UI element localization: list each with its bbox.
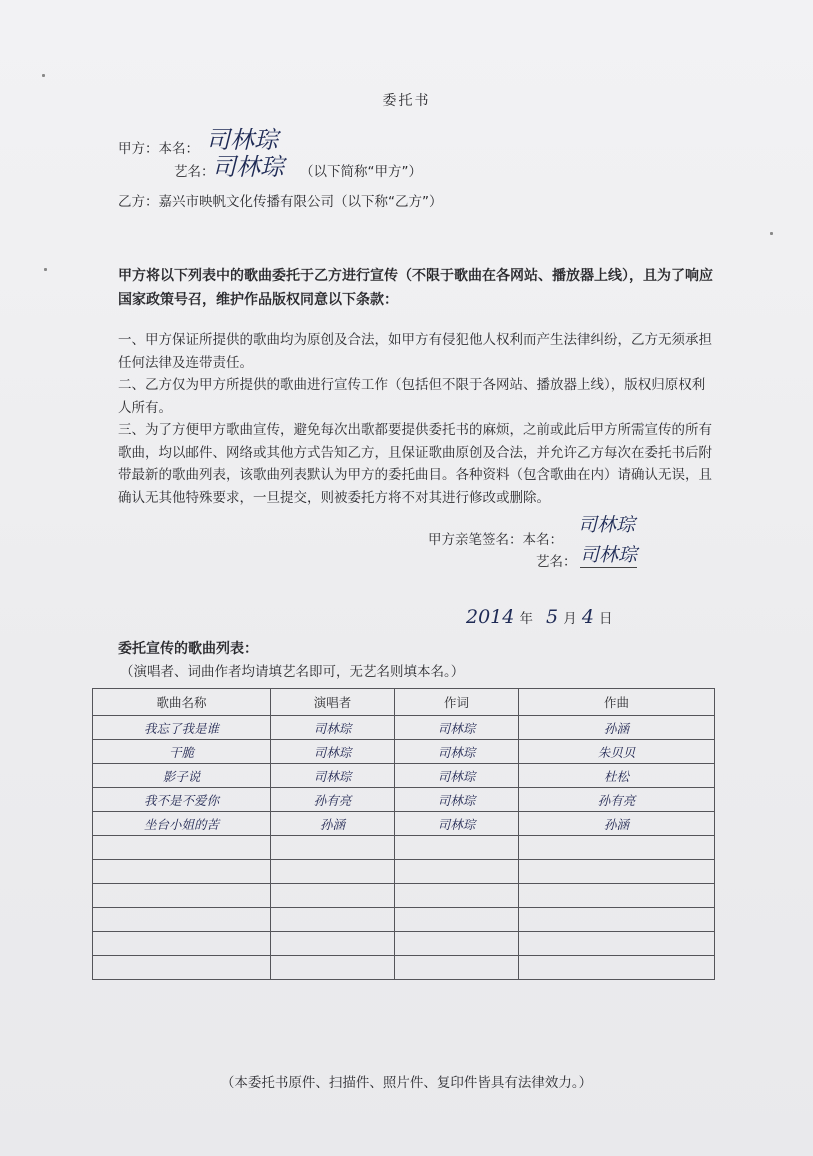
cell-song-name: 干脆 — [93, 740, 271, 764]
party-a-real-name-handwritten: 司林琮 — [206, 126, 278, 154]
cell-song-name — [93, 932, 271, 956]
cell-composer: 杜松 — [519, 764, 715, 788]
song-list-table — [92, 688, 715, 980]
table-row — [93, 908, 715, 932]
cell-singer — [271, 860, 395, 884]
date-year-unit: 年 — [519, 611, 533, 627]
signature-date — [466, 606, 613, 628]
cell-singer — [271, 908, 395, 932]
scan-speck — [770, 232, 773, 235]
cell-singer: 司林琮 — [271, 764, 395, 788]
cell-lyricist: 司林琮 — [395, 716, 519, 740]
table-row — [93, 740, 715, 764]
legal-footer: （本委托书原件、扫描件、照片件、复印件皆具有法律效力。） — [220, 1075, 593, 1091]
cell-lyricist — [395, 932, 519, 956]
cell-lyricist — [395, 908, 519, 932]
cell-composer — [519, 956, 715, 980]
cell-singer — [271, 932, 395, 956]
date-day: 4 — [581, 606, 594, 628]
party-b-line: 乙方：嘉兴市映帆文化传播有限公司（以下称“乙方”） — [118, 194, 443, 210]
signature-stage-name-handwritten: 司林琮 — [580, 540, 637, 568]
table-row — [93, 788, 715, 812]
date-year: 2014 — [466, 606, 515, 628]
cell-composer: 朱贝贝 — [519, 740, 715, 764]
cell-song-name: 影子说 — [93, 764, 271, 788]
cell-song-name: 坐台小姐的苦 — [93, 812, 271, 836]
cell-composer: 孙涵 — [519, 716, 715, 740]
clause-3: 三、为了方便甲方歌曲宣传，避免每次出歌都要提供委托书的麻烦，之前或此后甲方所需宣传的所有歌曲，均以邮件、网络或其他方式告知乙方，且保证歌曲原创及合法，并允许乙方每次在委托书后附带最新的歌曲列表，该歌曲列表默认为甲方的委托曲目。各种资料（包含歌曲在内）请确认无误，且确认无其他特殊要求，一旦提交，则被委托方将不对其进行修改或删除。 — [118, 422, 712, 506]
cell-singer — [271, 956, 395, 980]
cell-singer — [271, 884, 395, 908]
cell-composer — [519, 860, 715, 884]
cell-lyricist — [395, 956, 519, 980]
table-row — [93, 836, 715, 860]
song-list-note: （演唱者、词曲作者均请填艺名即可，无艺名则填本名。） — [120, 664, 465, 680]
table-row — [93, 956, 715, 980]
cell-composer — [519, 932, 715, 956]
date-day-unit: 日 — [599, 611, 613, 627]
party-a-label: 甲方：本名： — [118, 141, 199, 157]
party-a-stage-name-handwritten: 司林琮 — [212, 153, 284, 181]
table-row — [93, 884, 715, 908]
cell-lyricist — [395, 836, 519, 860]
signature-stage-name-label: 艺名： — [536, 554, 577, 570]
cell-composer: 孙有亮 — [519, 788, 715, 812]
cell-song-name — [93, 884, 271, 908]
intro-paragraph: 甲方将以下列表中的歌曲委托于乙方进行宣传（不限于歌曲在各网站、播放器上线），且为了响应国家政策号召，维护作品版权同意以下条款： — [118, 268, 713, 308]
table-row — [93, 764, 715, 788]
date-month-unit: 月 — [563, 611, 577, 627]
cell-composer — [519, 908, 715, 932]
cell-singer: 孙有亮 — [271, 788, 395, 812]
table-row — [93, 860, 715, 884]
table-row — [93, 812, 715, 836]
header-composer: 作曲 — [519, 689, 715, 716]
cell-composer — [519, 836, 715, 860]
scan-speck — [42, 74, 45, 77]
document-title: 委托书 — [382, 93, 431, 109]
song-list-title: 委托宣传的歌曲列表： — [118, 641, 258, 657]
cell-lyricist: 司林琮 — [395, 764, 519, 788]
cell-song-name: 我不是不爱你 — [93, 788, 271, 812]
cell-song-name — [93, 956, 271, 980]
cell-singer: 司林琮 — [271, 740, 395, 764]
cell-song-name — [93, 908, 271, 932]
cell-lyricist: 司林琮 — [395, 740, 519, 764]
table-row — [93, 716, 715, 740]
cell-song-name: 我忘了我是谁 — [93, 716, 271, 740]
scan-speck — [44, 268, 47, 271]
date-month: 5 — [546, 606, 559, 628]
header-singer: 演唱者 — [271, 689, 395, 716]
cell-composer — [519, 884, 715, 908]
party-a-note: （以下简称“甲方”） — [300, 164, 422, 180]
table-row — [93, 932, 715, 956]
header-lyricist: 作词 — [395, 689, 519, 716]
cell-singer — [271, 836, 395, 860]
signature-label: 甲方亲笔签名：本名： — [428, 532, 563, 548]
signature-real-name-handwritten: 司林琮 — [578, 514, 636, 536]
cell-lyricist — [395, 884, 519, 908]
party-a-stage-name-label: 艺名： — [174, 164, 215, 180]
clause-2: 二、乙方仅为甲方所提供的歌曲进行宣传工作（包括但不限于各网站、播放器上线），版权归原权利人所有。 — [118, 377, 706, 416]
cell-song-name — [93, 836, 271, 860]
cell-singer: 孙涵 — [271, 812, 395, 836]
cell-song-name — [93, 860, 271, 884]
cell-singer: 司林琮 — [271, 716, 395, 740]
clause-1: 一、甲方保证所提供的歌曲均为原创及合法，如甲方有侵犯他人权利而产生法律纠纷，乙方无须承担任何法律及连带责任。 — [118, 332, 712, 371]
header-song-name: 歌曲名称 — [93, 689, 271, 716]
cell-composer: 孙涵 — [519, 812, 715, 836]
table-header-row — [93, 689, 715, 716]
cell-lyricist — [395, 860, 519, 884]
cell-lyricist: 司林琮 — [395, 788, 519, 812]
cell-lyricist: 司林琮 — [395, 812, 519, 836]
